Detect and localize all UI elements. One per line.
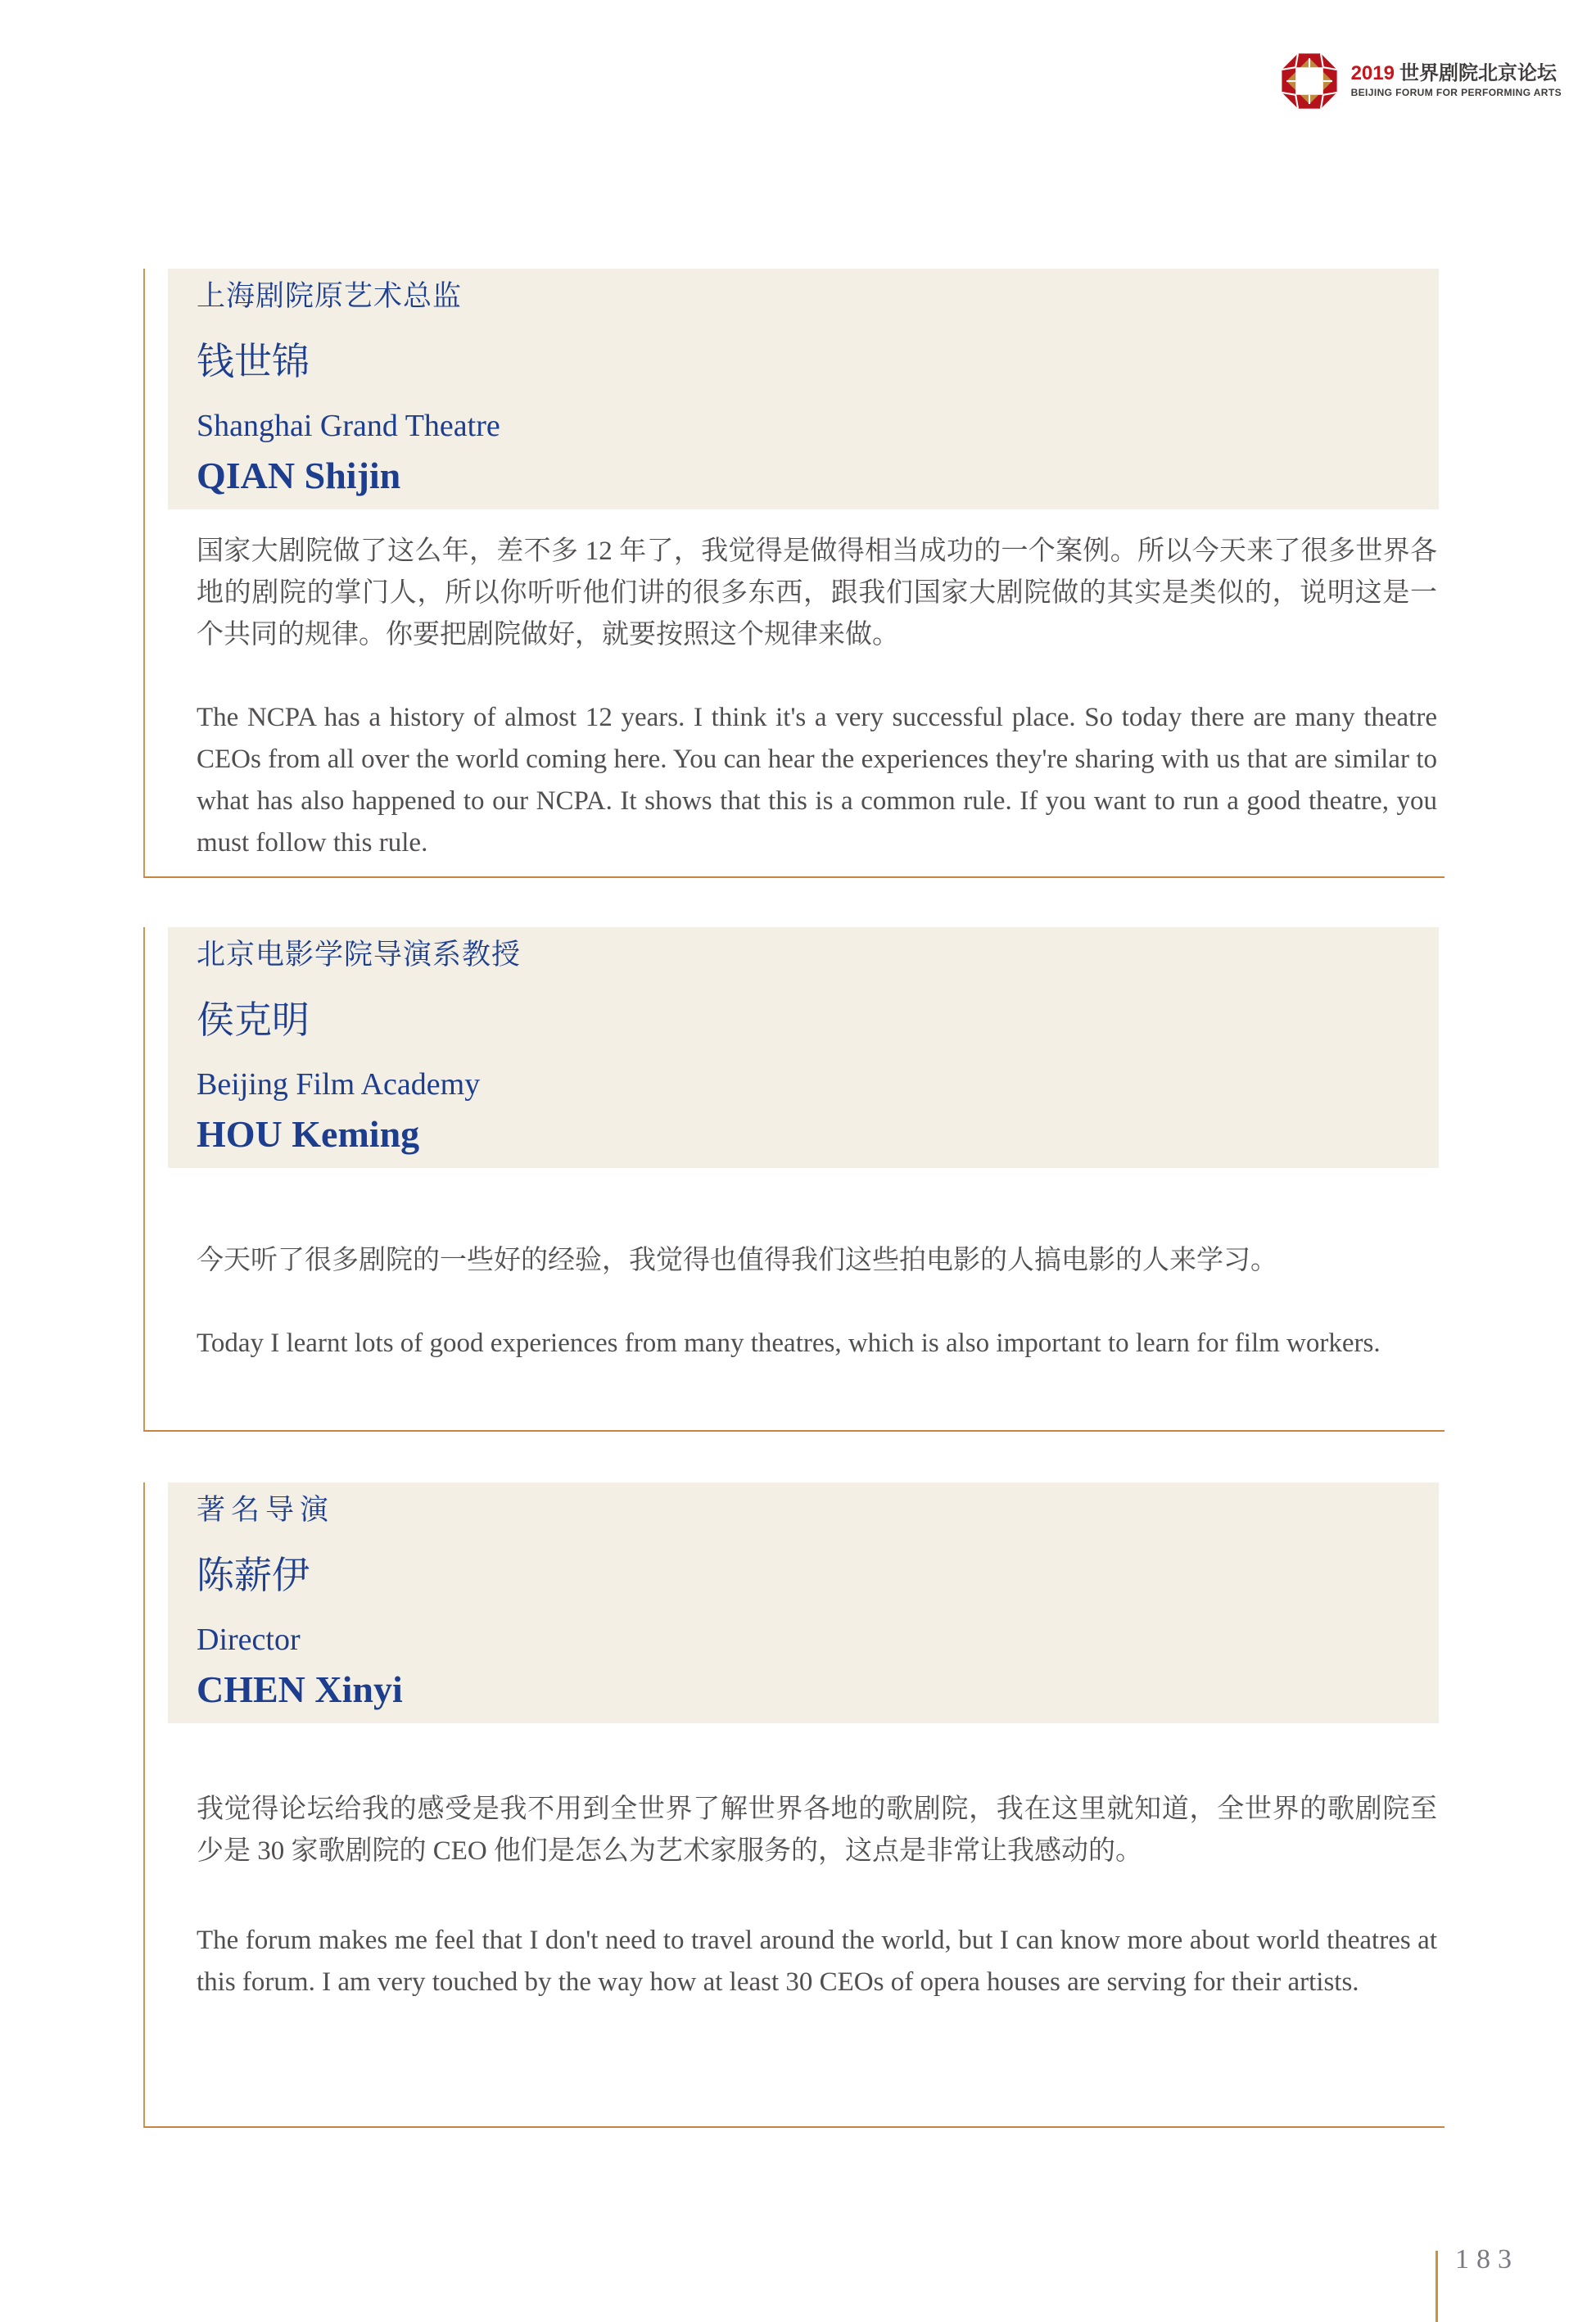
speaker-org-en: Beijing Film Academy xyxy=(197,1067,481,1102)
page-number: 183 xyxy=(1455,2244,1519,2274)
speaker-name-cn: 侯克明 xyxy=(197,999,310,1042)
speaker-section-qian-shijin xyxy=(143,269,1445,878)
speaker-section-chen-xinyi xyxy=(143,1482,1445,2128)
speaker-header xyxy=(168,927,1439,1168)
forum-logo-text xyxy=(1351,63,1562,98)
footer-divider xyxy=(1435,2251,1438,2322)
speaker-quote-en: The forum makes me feel that I don't need to travel around the world, but I can know more about world theatres at this forum. I am very touched by the way how at least 30 CEOs of opera houses are serving for their artists. xyxy=(197,1926,1437,1997)
speaker-title-cn: 著名导演 xyxy=(197,1494,335,1526)
speaker-quote-en: The NCPA has a history of almost 12 years. I think it's a very successful place. So today there are many theatre CEOs from all over the world coming here. You can hear the experiences they're sharing with us that are similar to what has also happened to our NCPA. It shows that this is a common rule. If you want to run a good theatre, you must follow this rule. xyxy=(197,703,1437,858)
forum-title-cn-text: 世界剧院北京论坛 xyxy=(1399,62,1557,85)
speaker-header xyxy=(168,269,1439,509)
speaker-name-en: CHEN Xinyi xyxy=(197,1668,403,1710)
speaker-quote-en: Today I learnt lots of good experiences from many theatres, which is also important to learn for film workers. xyxy=(197,1328,1381,1358)
speaker-quote-cn: 我觉得论坛给我的感受是我不用到全世界了解世界各地的歌剧院，我在这里就知道，全世界的歌剧院至少是 30 家歌剧院的 CEO 他们是怎么为艺术家服务的，这点是非常让我感动的。 xyxy=(197,1795,1437,1866)
speaker-header xyxy=(168,1482,1439,1723)
speaker-name-cn: 陈薪伊 xyxy=(197,1555,310,1597)
speaker-quote-cn: 今天听了很多剧院的一些好的经验，我觉得也值得我们这些拍电影的人搞电影的人来学习。 xyxy=(197,1246,1277,1275)
speaker-title-cn: 上海剧院原艺术总监 xyxy=(197,280,463,312)
forum-title-en: BEIJING FORUM FOR PERFORMING ARTS xyxy=(1350,87,1562,99)
forum-logo-icon xyxy=(1281,52,1338,110)
forum-logo xyxy=(1281,52,1562,110)
speaker-title-cn: 北京电影学院导演系教授 xyxy=(197,939,522,971)
speaker-name-en: QIAN Shijin xyxy=(197,454,401,496)
speaker-org-en: Director xyxy=(197,1623,301,1658)
speaker-quote-cn: 国家大剧院做了这么年，差不多 12 年了，我觉得是做得相当成功的一个案例。所以今天来了很多世界各地的剧院的掌门人，所以你听听他们讲的很多东西，跟我们国家大剧院做的其实是类似的，说明这是一个共同的规律。你要把剧院做好，就要按照这个规律来做。 xyxy=(197,536,1437,650)
speaker-name-cn: 钱世锦 xyxy=(197,341,310,383)
speaker-org-en: Shanghai Grand Theatre xyxy=(197,409,500,444)
speaker-name-en: HOU Keming xyxy=(197,1112,420,1155)
speaker-section-hou-keming xyxy=(143,927,1445,1432)
forum-year: 2019 xyxy=(1350,62,1395,85)
forum-title-cn xyxy=(1351,63,1562,85)
